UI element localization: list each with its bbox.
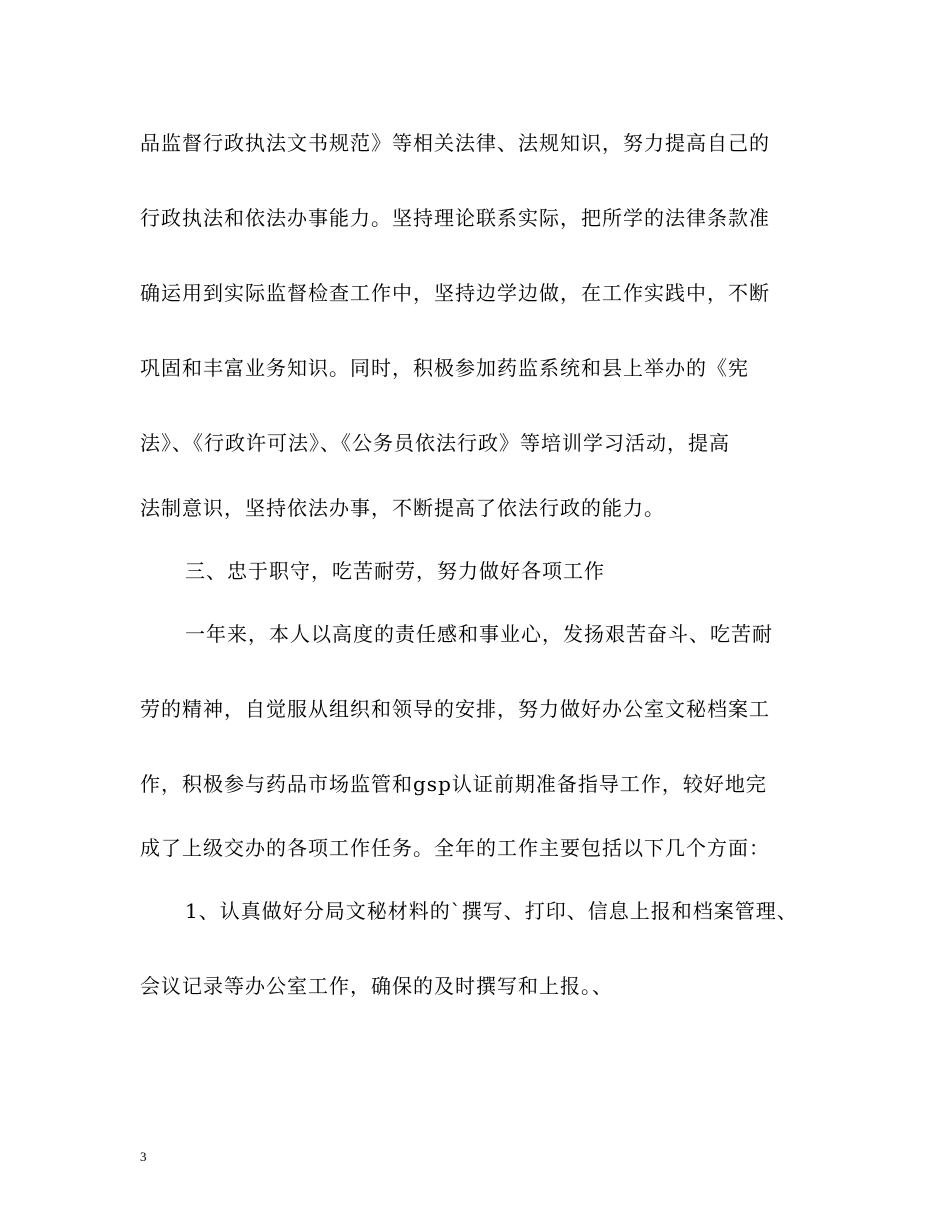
text-line-1: 品监督行政执法文书规范》等相关法律、法规知识，努力提高自己的 bbox=[140, 131, 770, 155]
text-line-13: 会议记录等办公室工作，确保的及时撰写和上报。、 bbox=[140, 974, 613, 998]
text-line-3: 确运用到实际监督检查工作中，坚持边学边做，在工作实践中，不断 bbox=[140, 281, 770, 305]
text-line-11: 成了上级交办的各项工作任务。全年的工作主要包括以下几个方面： bbox=[140, 836, 770, 860]
section-heading: 三、忠于职守，吃苦耐劳，努力做好各项工作 bbox=[185, 559, 605, 583]
text-line-9: 劳的精神，自觉服从组织和领导的安排，努力做好办公室文秘档案工 bbox=[140, 697, 770, 721]
text-line-5: 法》、《行政许可法》、《公务员依法行政》等培训学习活动，提高 bbox=[140, 431, 730, 455]
text-line-2: 行政执法和依法办事能力。坚持理论联系实际，把所学的法律条款准 bbox=[140, 206, 770, 230]
text-line-4: 巩固和丰富业务知识。同时，积极参加药监系统和县上举办的《宪 bbox=[140, 356, 749, 380]
list-item-1: 1、认真做好分局文秘材料的`撰写、打印、信息上报和档案管理、 bbox=[185, 899, 798, 923]
text-line-10: 作，积极参与药品市场监管和gsp认证前期准备指导工作，较好地完 bbox=[140, 772, 767, 796]
paragraph-start: 一年来，本人以高度的责任感和事业心，发扬艰苦奋斗、吃苦耐 bbox=[185, 622, 773, 646]
text-line-6: 法制意识，坚持依法办事，不断提高了依法行政的能力。 bbox=[140, 496, 665, 520]
page-number: 3 bbox=[140, 1149, 147, 1164]
